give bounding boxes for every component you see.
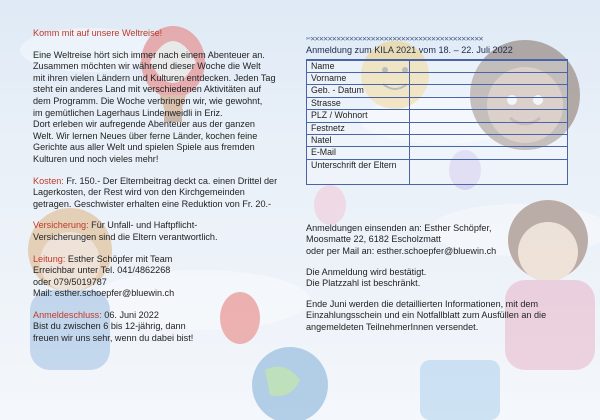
- form-row-plz-wohnort: PLZ / Wohnort: [307, 109, 567, 121]
- registration-info: [306, 223, 568, 334]
- info-column: [33, 28, 295, 355]
- cut-line: ✂✕✕✕✕✕✕✕✕✕✕✕✕✕✕✕✕✕✕✕✕✕✕✕✕✕✕✕✕✕✕✕✕✕✕✕✕✕✕✕✕: [306, 34, 483, 43]
- invitation-heading: Komm mit auf unsere Weltreise!: [33, 28, 163, 38]
- form-row-strasse: Strasse: [307, 97, 567, 109]
- vorname-field[interactable]: [410, 73, 567, 84]
- insurance-paragraph: Versicherung: Für Unfall- und Haftpflicht- Versicherungen sind die Eltern verantwortlich.: [33, 220, 218, 242]
- signature-field[interactable]: [410, 160, 567, 184]
- send-address-paragraph: Anmeldungen einsenden an: Esther Schöpfer, Moosmatte 22, 6182 Escholzmatt oder per Mail an: esther.schoepfer@bluewin.ch: [306, 223, 568, 258]
- confirmation-paragraph: Die Anmeldung wird bestätigt. Die Platzzahl ist beschränkt.: [306, 266, 427, 289]
- costs-paragraph: Kosten: Fr. 150.- Der Elternbeitrag deckt ca. einen Drittel der Lagerkosten, der Rest wird von den Kirchgemeinden getragen. Geschwister erhalten eine Reduktion von Fr. 20.-: [33, 175, 278, 209]
- leadership-paragraph: Leitung: Esther Schöpfer mit Team Erreichbar unter Tel. 041/4862268 oder 079/5019787 Mail: esther.schoepfer@bluewin.ch: [33, 254, 295, 300]
- globe-icon: [252, 347, 328, 420]
- street-field[interactable]: [410, 98, 567, 109]
- zip-city-field[interactable]: [410, 110, 567, 121]
- deadline-paragraph: Anmeldeschluss: 06. Juni 2022 Bist du zwischen 6 bis 12-jährig, dann freuen wir uns sehr, wenn du dabei bist!: [33, 309, 194, 344]
- form-title: Anmeldung zum KILA 2021 vom 18. – 22. Juli 2022: [306, 45, 513, 55]
- registration-column: [306, 34, 568, 342]
- send-email: oder per Mail an: esther.schoepfer@bluewin.ch: [306, 245, 497, 256]
- email-field[interactable]: [410, 147, 567, 158]
- leadership-label: Leitung:: [33, 253, 66, 264]
- intro-paragraph: Eine Weltreise hört sich immer nach einem Abenteuer an. Zusammen möchten wir während dieser Woche die Welt mit ihren vielen Ländern und Kulturen entdecken. Jeden Tag steht ein anderes Land mit verschiedenen Aktivitäten auf dem Programm. Die Woche verbringen wir, wie gewohnt, im gemütlichen Lagerhaus Lindenweidli in Eriz. Dort erleben wir aufregende Abenteuer aus der ganzen Welt. Wir lernen Neues über ferne Länder, kochen feine Gerichte aus aller Welt und spielen Spiele aus fremden Kulturen und noch vieles mehr!: [33, 49, 276, 164]
- birthdate-field[interactable]: [410, 85, 567, 96]
- insurance-label: Versicherung:: [33, 220, 89, 231]
- form-row-festnetz: Festnetz: [307, 122, 567, 134]
- mobile-field[interactable]: [410, 135, 567, 146]
- landline-field[interactable]: [410, 123, 567, 134]
- deadline-label: Anmeldeschluss:: [33, 309, 102, 320]
- costs-label: Kosten:: [33, 175, 64, 186]
- info-paragraph: Ende Juni werden die detaillierten Informationen, mit dem Einzahlungsschein und ein Notfallblatt zum Ausfüllen an die angemeldeten TeilnehmerInnen versendet.: [306, 298, 547, 332]
- form-row-signature: Unterschrift der Eltern: [307, 159, 567, 184]
- form-row-geburtsdatum: Geb. - Datum: [307, 84, 567, 96]
- form-row-vorname: Vorname: [307, 72, 567, 84]
- registration-form: [306, 59, 568, 185]
- contact-email: Mail: esther.schoepfer@bluewin.ch: [33, 288, 175, 299]
- form-row-email: E-Mail: [307, 146, 567, 158]
- name-field[interactable]: [410, 61, 567, 72]
- form-row-name: Name: [307, 61, 567, 72]
- form-row-natel: Natel: [307, 134, 567, 146]
